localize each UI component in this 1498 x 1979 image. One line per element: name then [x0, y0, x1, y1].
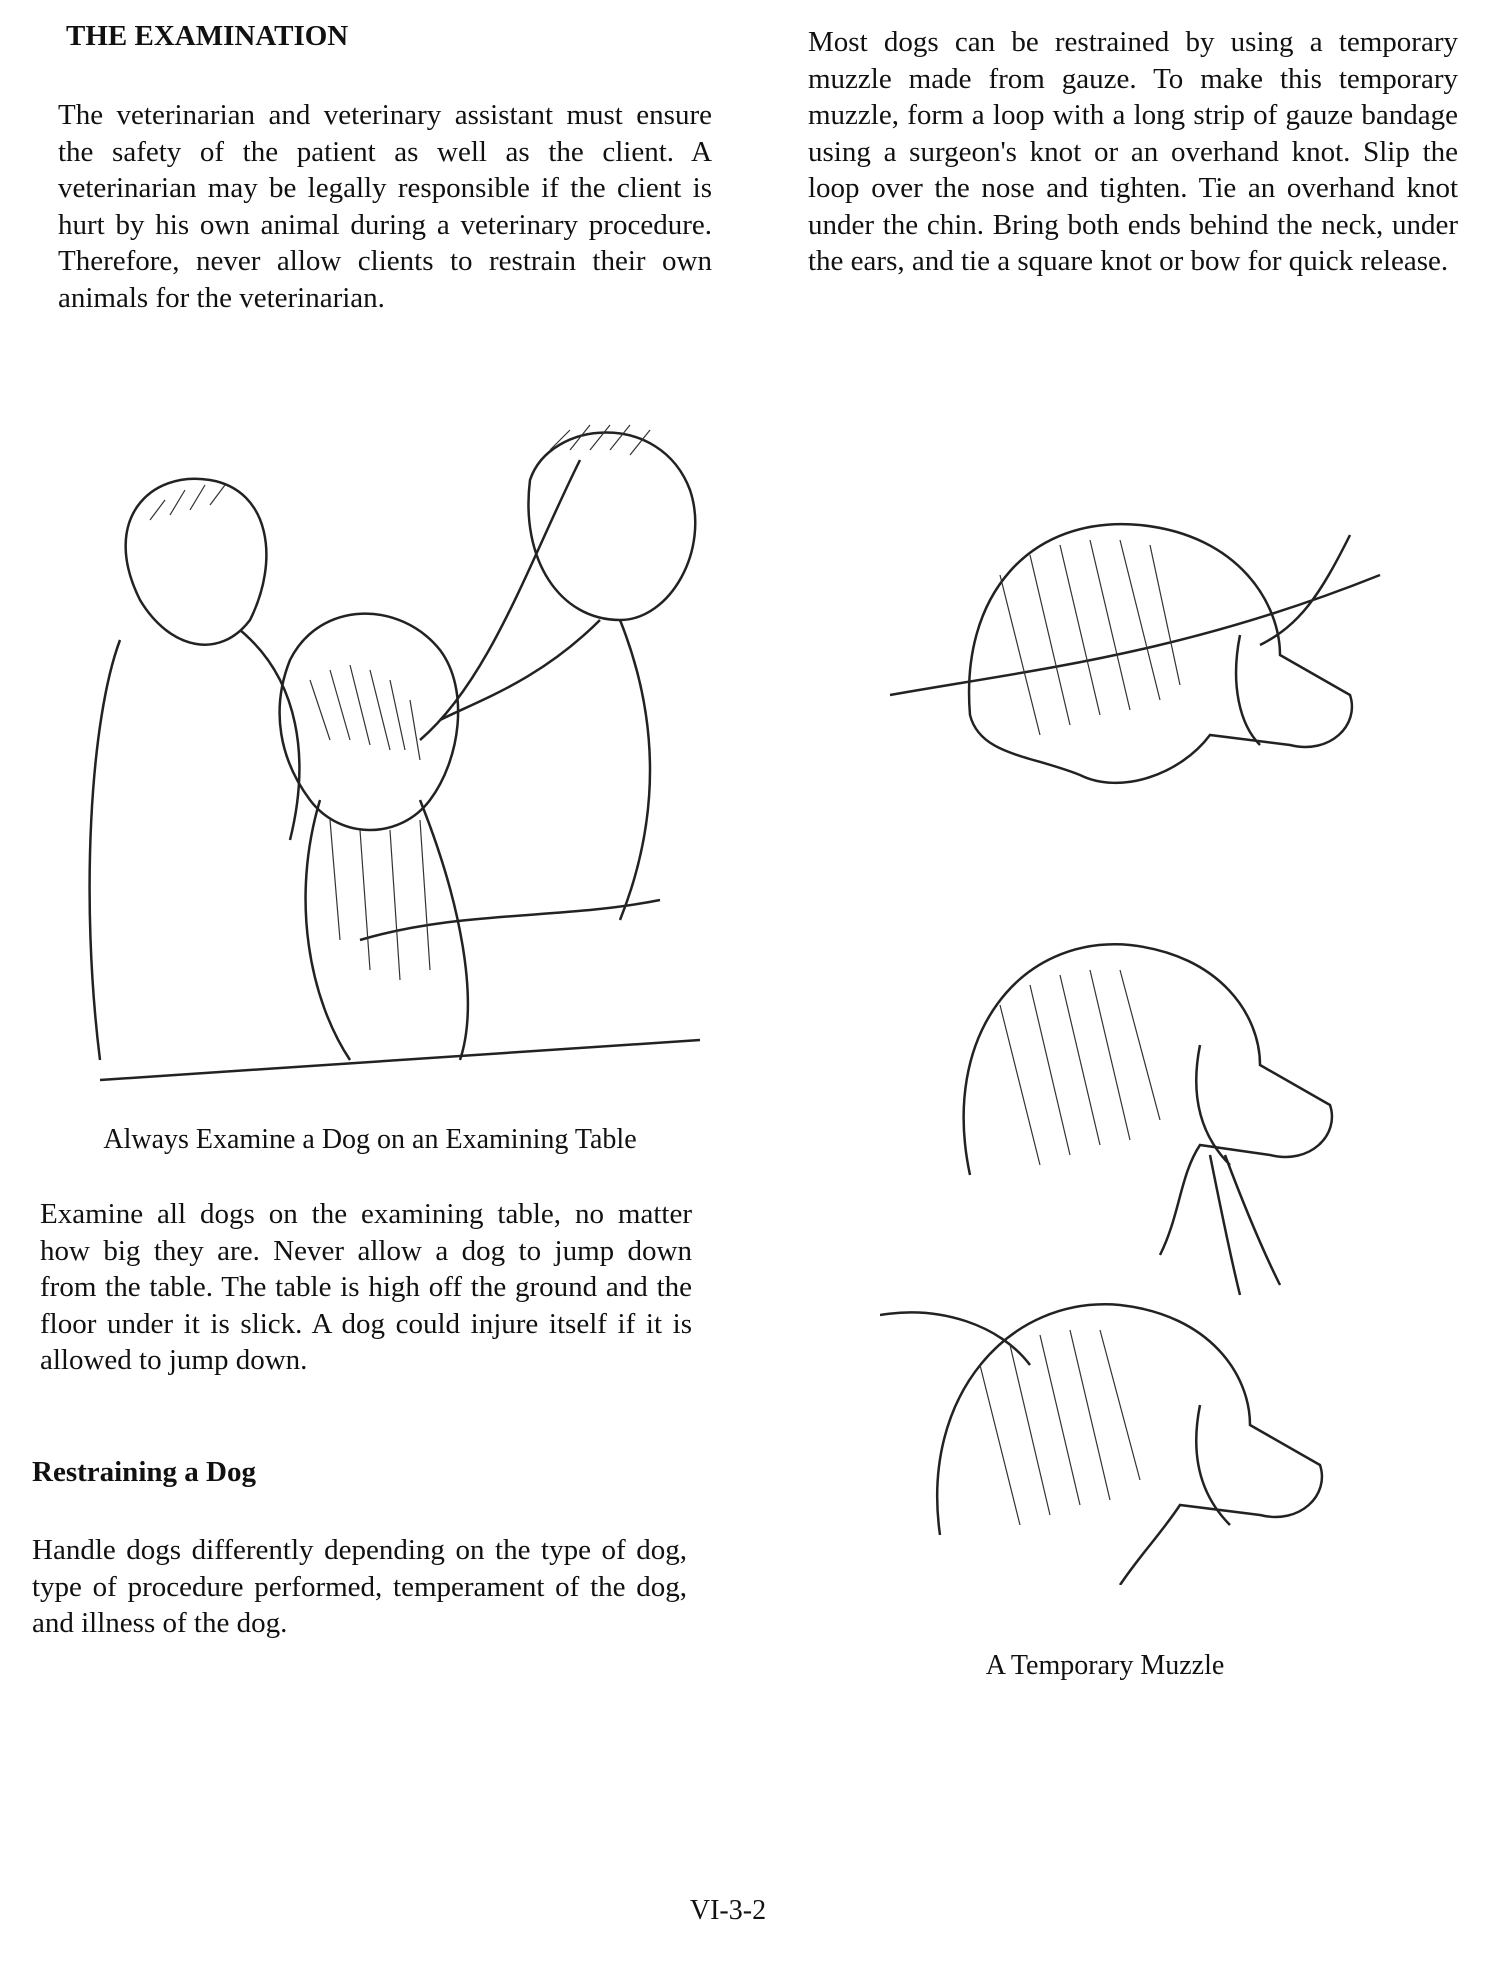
muzzle-step-1 — [890, 524, 1380, 783]
muzzle-illustrations — [880, 455, 1400, 1585]
muzzle-step-2 — [964, 944, 1332, 1295]
examining-table-paragraph: Examine all dogs on the examining table, no matter how big they are. Never allow a dog to jump down from the table. The table is high off the ground and the floor under it is slick. A dog could injure itself if it is allowed to jump down. — [40, 1198, 692, 1376]
restraining-paragraph: Handle dogs differently depending on the type of dog, type of procedure performed, temperament of the dog, and illness of the dog. — [32, 1534, 687, 1639]
muzzle-figure-caption: A Temporary Muzzle — [985, 1650, 1225, 1681]
page-number: VI-3-2 — [689, 1895, 767, 1926]
muzzle-step-3 — [880, 1304, 1322, 1585]
intro-paragraph: The veterinarian and veterinary assistant must ensure the safety of the patient as well as the client. A veterinarian may be legally responsible if the client is hurt by his own animal during a veterinary procedure. Therefore, never allow clients to restrain their own animals for the veterinarian. — [58, 99, 712, 314]
restraining-subheading: Restraining a Dog — [32, 1456, 256, 1488]
section-heading: THE EXAMINATION — [66, 20, 349, 52]
examination-figure-caption: Always Examine a Dog on an Examining Table — [103, 1124, 637, 1155]
muzzle-instructions-paragraph: Most dogs can be restrained by using a temporary muzzle made from gauze. To make this temporary muzzle, form a loop with a long strip of gauze bandage using a surgeon's knot or an overhand knot. Slip the loop over the nose and tighten. Tie an overhand knot under the chin. Bring both ends behind the neck, under the ears, and tie a square knot or bow for quick release. — [808, 26, 1458, 277]
examination-illustration — [60, 300, 710, 1110]
